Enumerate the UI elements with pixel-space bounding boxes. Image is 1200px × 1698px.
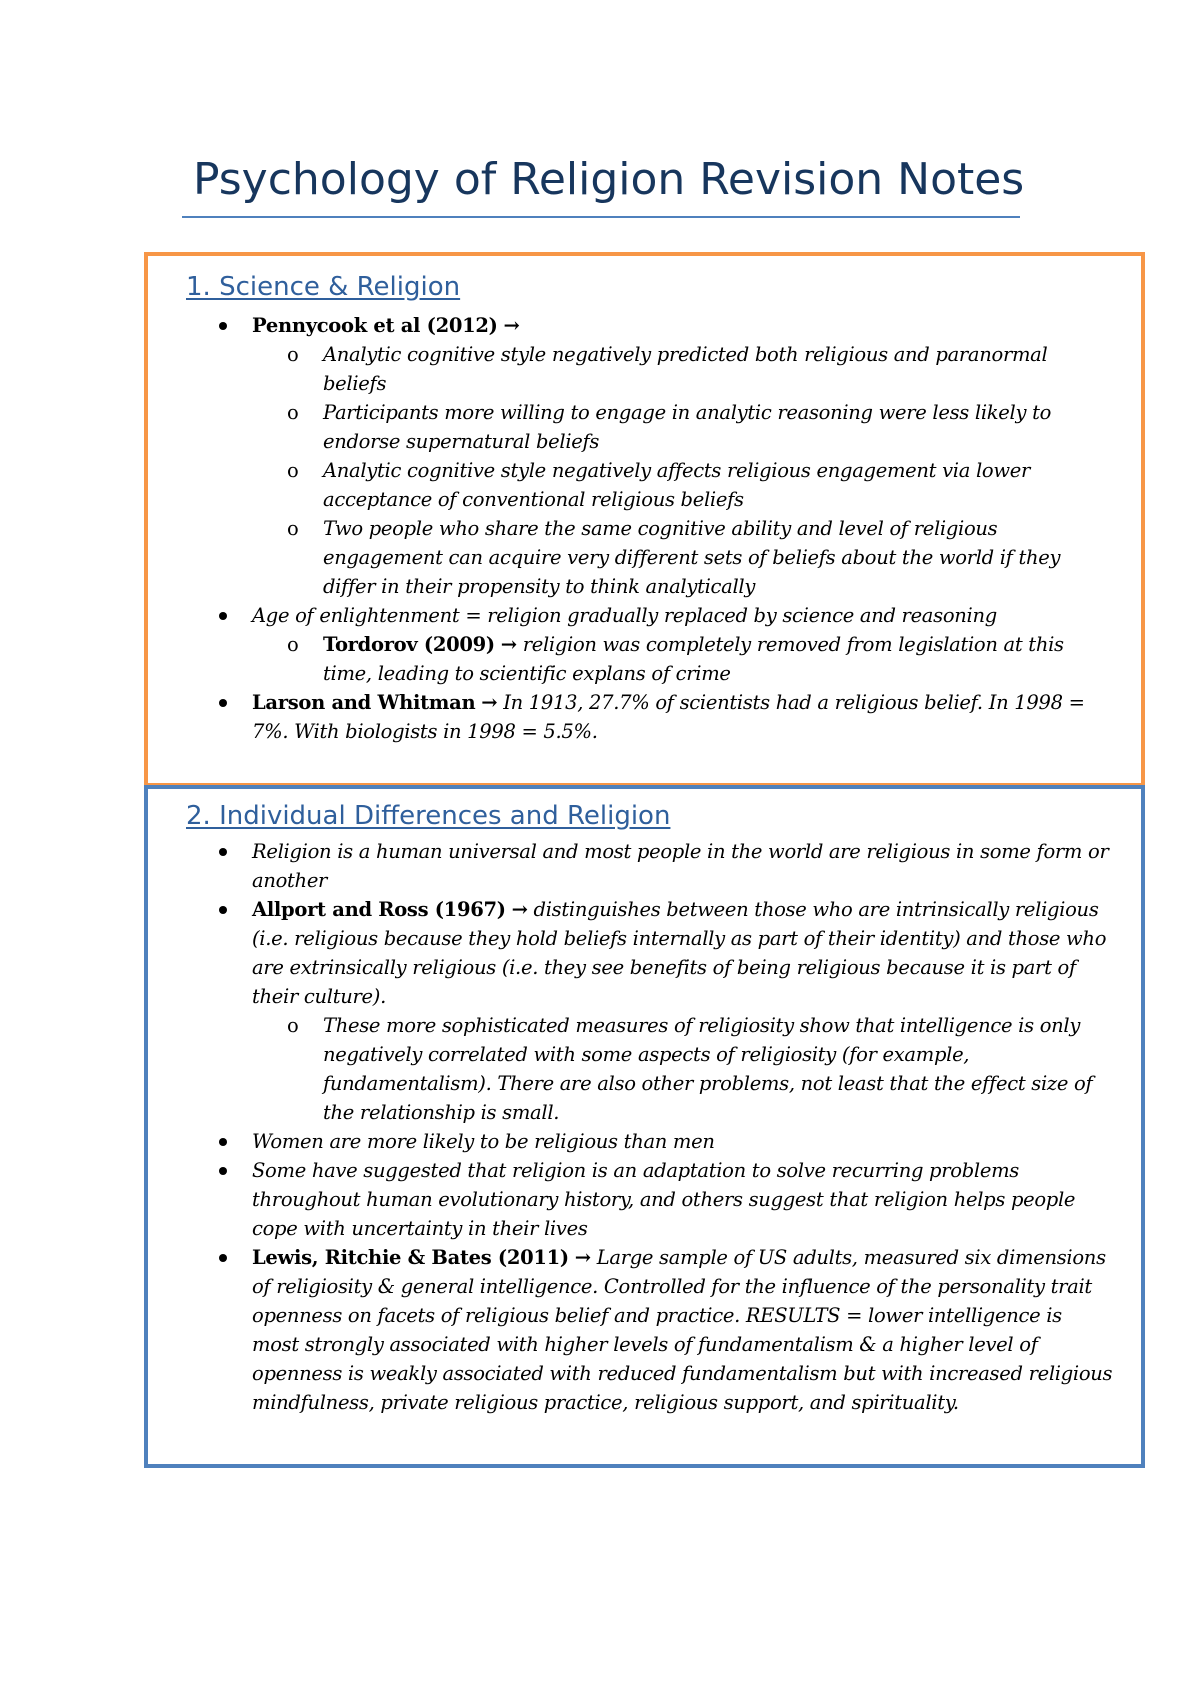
list-item <box>214 688 1114 746</box>
bullet-text: distinguishes between those who are intrinsically religious (i.e. religious because they hold beliefs internally as part of their identity) and those who are extrinsically religious (i.e. they see benefits of being religious because it is part of their culture). <box>252 898 1107 1008</box>
sub-list-item: o Analytic cognitive style negatively predicted both religious and paranormal beliefs <box>287 340 1114 398</box>
bullet-text: Religion is a human universal and most people in the world are religious in some form or another <box>252 840 1109 892</box>
list-item <box>214 895 1114 1127</box>
bullet-text: Women are more likely to be religious than men <box>252 1130 715 1153</box>
arrow-right-icon: → <box>503 314 520 337</box>
bullet-list <box>214 837 1114 1417</box>
citation-label: Lewis, Ritchie & Bates (2011) <box>252 1246 569 1269</box>
citation-label: Tordorov (2009) <box>323 633 495 656</box>
sub-list-item: o These more sophisticated measures of religiosity show that intelligence is only negatively correlated with some aspects of religiosity (for example, fundamentalism). There are also other problems, not least that the effect size of the relationship is small. <box>287 1011 1114 1127</box>
bullet-text: In 1913, 27.7% of scientists had a religious belief. In 1998 = 7%. With biologists in 1998 = 5.5%. <box>252 691 1085 743</box>
list-item <box>214 1156 1114 1243</box>
bullet-text: Some have suggested that religion is an adaptation to solve recurring problems throughout human evolutionary history, and others suggest that religion helps people cope with uncertainty in their lives <box>252 1159 1076 1240</box>
list-item <box>214 311 1114 601</box>
section-heading: 1. Science & Religion <box>186 272 461 302</box>
sub-list-item <box>287 630 1114 688</box>
sub-list-item: o Participants more willing to engage in analytic reasoning were less likely to endorse supernatural beliefs <box>287 398 1114 456</box>
bullet-text: Large sample of US adults, measured six dimensions of religiosity & general intelligence. Controlled for the influence of the personality trait openness on facets of religious belief and practice. RESULTS = lower intelligence is most strongly associated with higher levels of fundamentalism & a higher level of openness is weakly associated with reduced fundamentalism but with increased religious mindfulness, private religious practice, religious support, and spirituality. <box>252 1246 1113 1414</box>
list-item <box>214 837 1114 895</box>
section-individual-differences <box>144 785 1145 1468</box>
sub-list <box>287 340 1114 601</box>
list-item <box>214 1127 1114 1156</box>
section-heading: 2. Individual Differences and Religion <box>186 801 671 831</box>
citation-label: Larson and Whitman <box>252 691 476 714</box>
arrow-right-icon: → <box>511 898 528 921</box>
arrow-right-icon: → <box>500 633 517 656</box>
sub-list-item: o Analytic cognitive style negatively affects religious engagement via lower acceptance of conventional religious beliefs <box>287 456 1114 514</box>
citation-label: Pennycook et al (2012) <box>252 314 498 337</box>
title-underline <box>182 216 1020 218</box>
bullet-list <box>214 311 1114 746</box>
list-item <box>214 1243 1114 1417</box>
section-science-religion <box>144 252 1145 787</box>
page-title: Psychology of Religion Revision Notes <box>193 154 1025 205</box>
sub-list <box>287 630 1114 688</box>
bullet-text: Age of enlightenment = religion gradually replaced by science and reasoning <box>252 604 997 627</box>
sub-list-item: o Two people who share the same cognitive ability and level of religious engagement can acquire very different sets of beliefs about the world if they differ in their propensity to think analytically <box>287 514 1114 601</box>
arrow-right-icon: → <box>574 1246 591 1269</box>
citation-label: Allport and Ross (1967) <box>252 898 506 921</box>
list-item <box>214 601 1114 688</box>
bullet-text: religion was completely removed from legislation at this time, leading to scientific explans of crime <box>323 633 1064 685</box>
sub-list <box>287 1011 1114 1127</box>
arrow-right-icon: → <box>481 691 498 714</box>
